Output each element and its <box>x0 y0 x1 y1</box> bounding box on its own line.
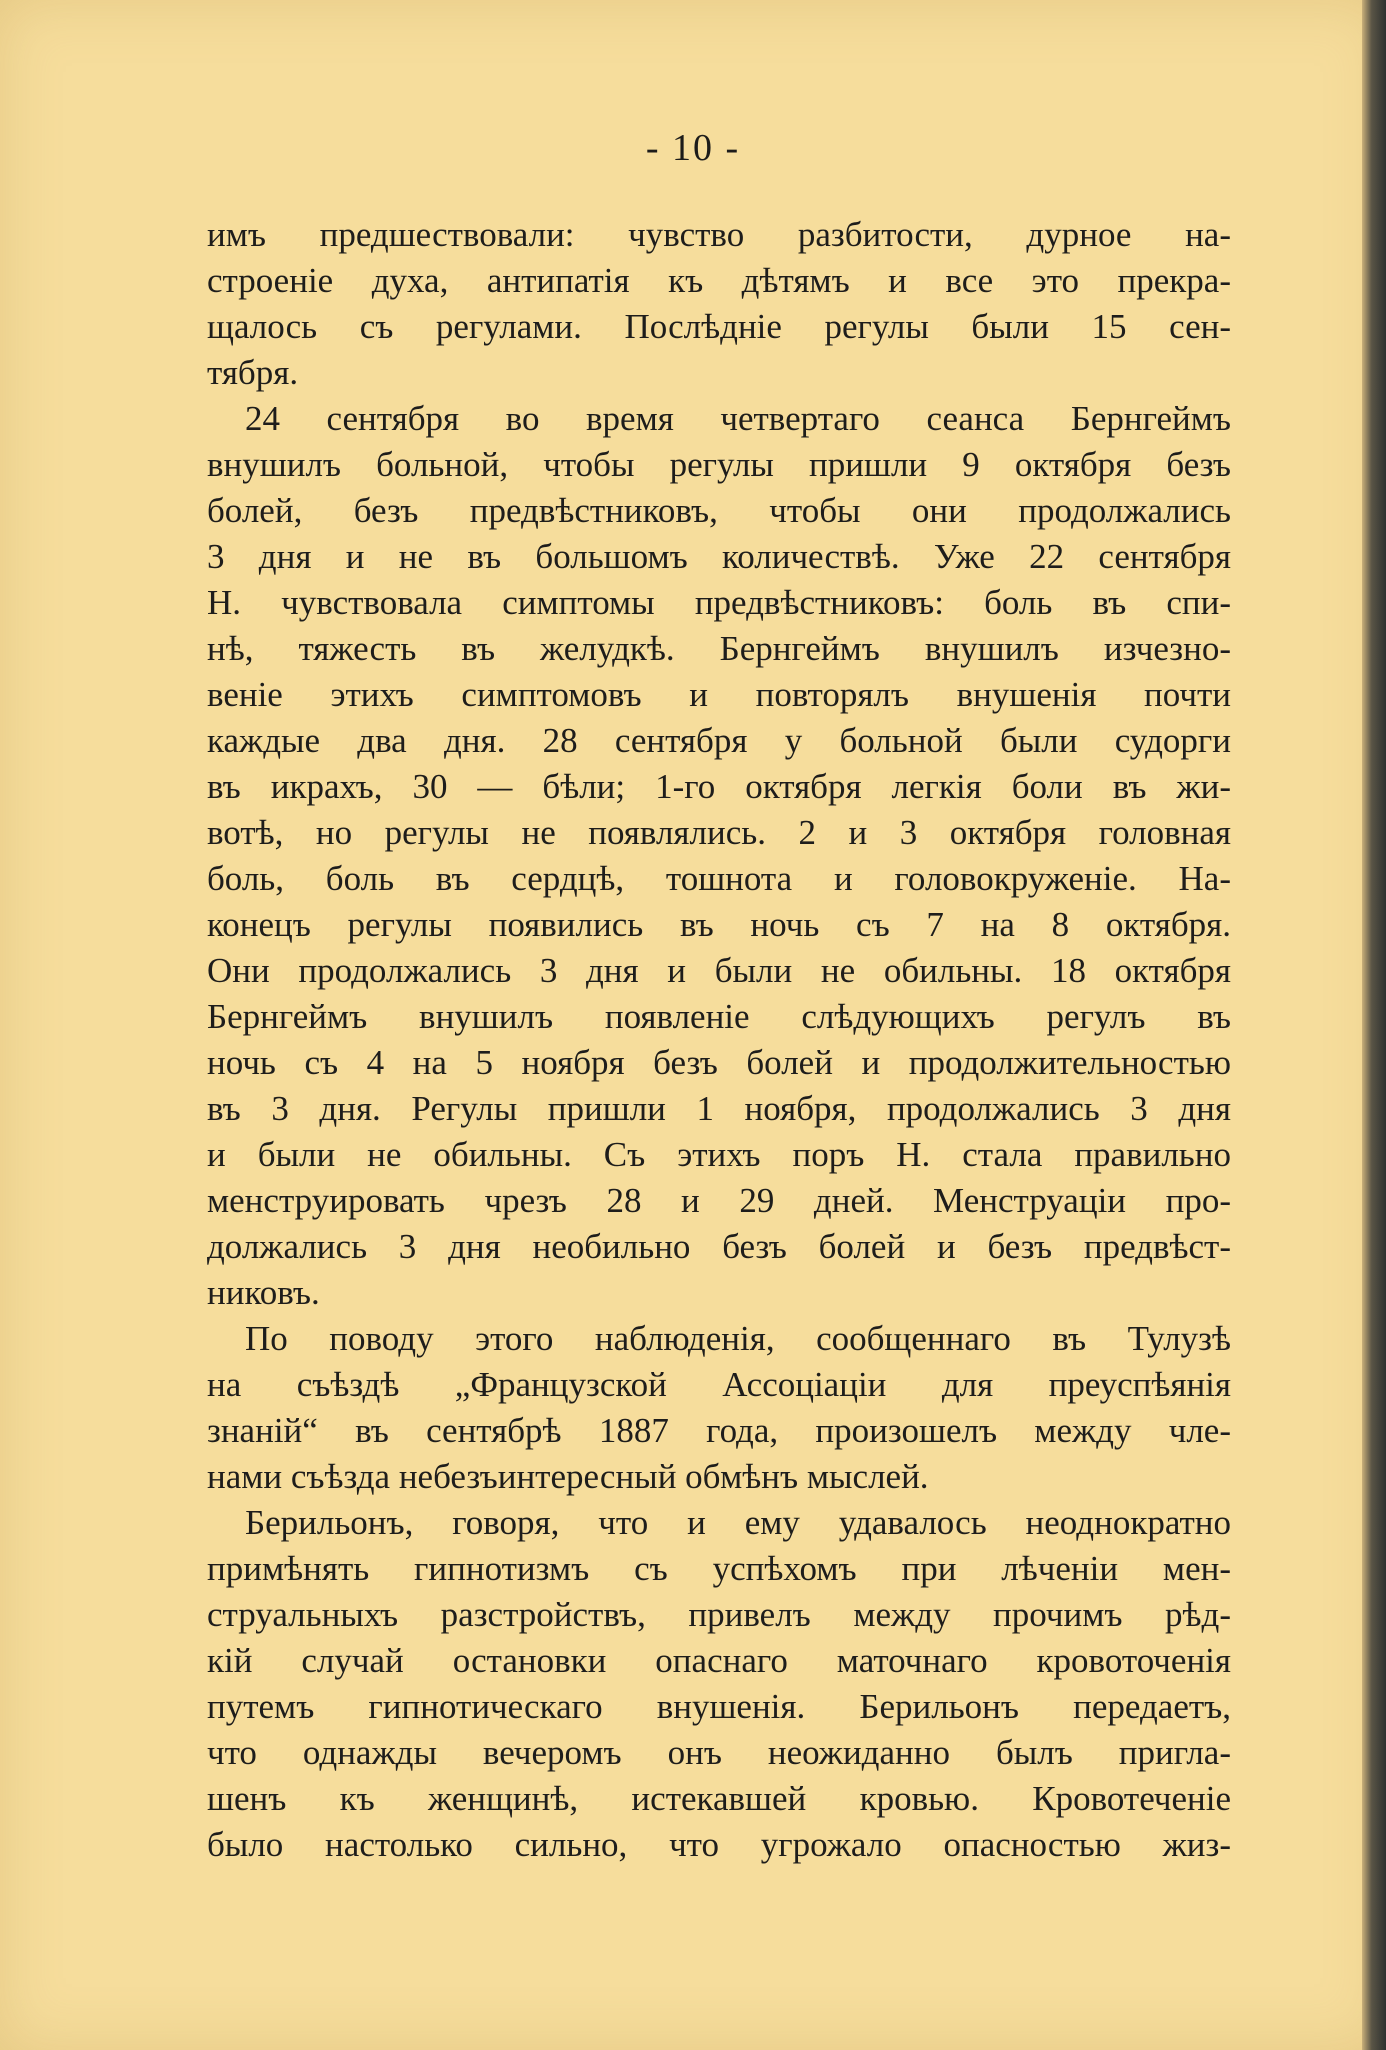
text-line: нами съѣзда небезъинтересный обмѣнъ мыслей. <box>207 1457 929 1496</box>
text-line: внушилъ больной, чтобы регулы пришли 9 октября безъ <box>207 445 1231 484</box>
text-line: путемъ гипнотическаго внушенія. Берильонъ передаетъ, <box>207 1687 1231 1726</box>
text-line: щалось съ регулами. Послѣдніе регулы были 15 сен- <box>207 307 1231 346</box>
text-line: 24 сентября во время четвертаго сеанса Бернгеймъ <box>245 399 1231 438</box>
text-line: никовъ. <box>207 1273 320 1312</box>
text-line: что однажды вечеромъ онъ неожиданно былъ пригла- <box>207 1733 1231 1772</box>
text-line: и были не обильны. Съ этихъ поръ Н. стала правильно <box>207 1135 1231 1174</box>
text-line: тября. <box>207 353 299 392</box>
text-line: Берильонъ, говоря, что и ему удавалось неоднократно <box>245 1503 1231 1542</box>
text-line: примѣнять гипнотизмъ съ успѣхомъ при лѣченіи мен- <box>207 1549 1231 1588</box>
text-line: веніе этихъ симптомовъ и повторялъ внушенія почти <box>207 675 1231 714</box>
text-line: строеніе духа, антипатія къ дѣтямъ и все это прекра- <box>207 261 1231 300</box>
text-line: вотѣ, но регулы не появлялись. 2 и 3 октября головная <box>207 813 1231 852</box>
text-line: знаній“ въ сентябрѣ 1887 года, произошелъ между чле- <box>207 1411 1231 1450</box>
text-line: Н. чувствовала симптомы предвѣстниковъ: боль въ спи- <box>207 583 1231 622</box>
body-text <box>207 212 1231 1868</box>
text-line: Они продолжались 3 дня и были не обильны. 18 октября <box>207 951 1231 990</box>
text-line: въ 3 дня. Регулы пришли 1 ноября, продолжались 3 дня <box>207 1089 1231 1128</box>
text-line: на съѣздѣ „Французской Ассоціаціи для преуспѣянія <box>207 1365 1231 1404</box>
text-line: въ икрахъ, 30 — бѣли; 1-го октября легкія боли въ жи- <box>207 767 1231 806</box>
page-number: - 10 - <box>645 127 741 169</box>
text-line: должались 3 дня необильно безъ болей и безъ предвѣст- <box>207 1227 1231 1266</box>
text-line: нѣ, тяжесть въ желудкѣ. Бернгеймъ внушилъ изчезно- <box>207 629 1231 668</box>
text-line: струальныхъ разстройствъ, привелъ между прочимъ рѣд- <box>207 1595 1231 1634</box>
text-line: кій случай остановки опаснаго маточнаго кровоточенія <box>207 1641 1231 1680</box>
text-line: конецъ регулы появились въ ночь съ 7 на 8 октября. <box>207 905 1231 944</box>
text-line: По поводу этого наблюденія, сообщеннаго въ Тулузѣ <box>245 1319 1231 1358</box>
text-line: болей, безъ предвѣстниковъ, чтобы они продолжались <box>207 491 1231 530</box>
text-line: менструировать чрезъ 28 и 29 дней. Менструаціи про- <box>207 1181 1231 1220</box>
text-line: каждые два дня. 28 сентября у больной были судорги <box>207 721 1231 760</box>
text-line: ночь съ 4 на 5 ноября безъ болей и продолжительностью <box>207 1043 1231 1082</box>
text-line: имъ предшествовали: чувство разбитости, дурное на- <box>207 215 1231 254</box>
page-edge <box>1362 0 1386 2050</box>
text-line: было настолько сильно, что угрожало опасностью жиз- <box>207 1825 1231 1864</box>
text-line: боль, боль въ сердцѣ, тошнота и головокруженіе. На- <box>207 859 1231 898</box>
text-line: 3 дня и не въ большомъ количествѣ. Уже 22 сентября <box>207 537 1231 576</box>
text-line: шенъ къ женщинѣ, истекавшей кровью. Кровотеченіе <box>207 1779 1231 1818</box>
text-line: Бернгеймъ внушилъ появленіе слѣдующихъ регулъ въ <box>207 997 1231 1036</box>
